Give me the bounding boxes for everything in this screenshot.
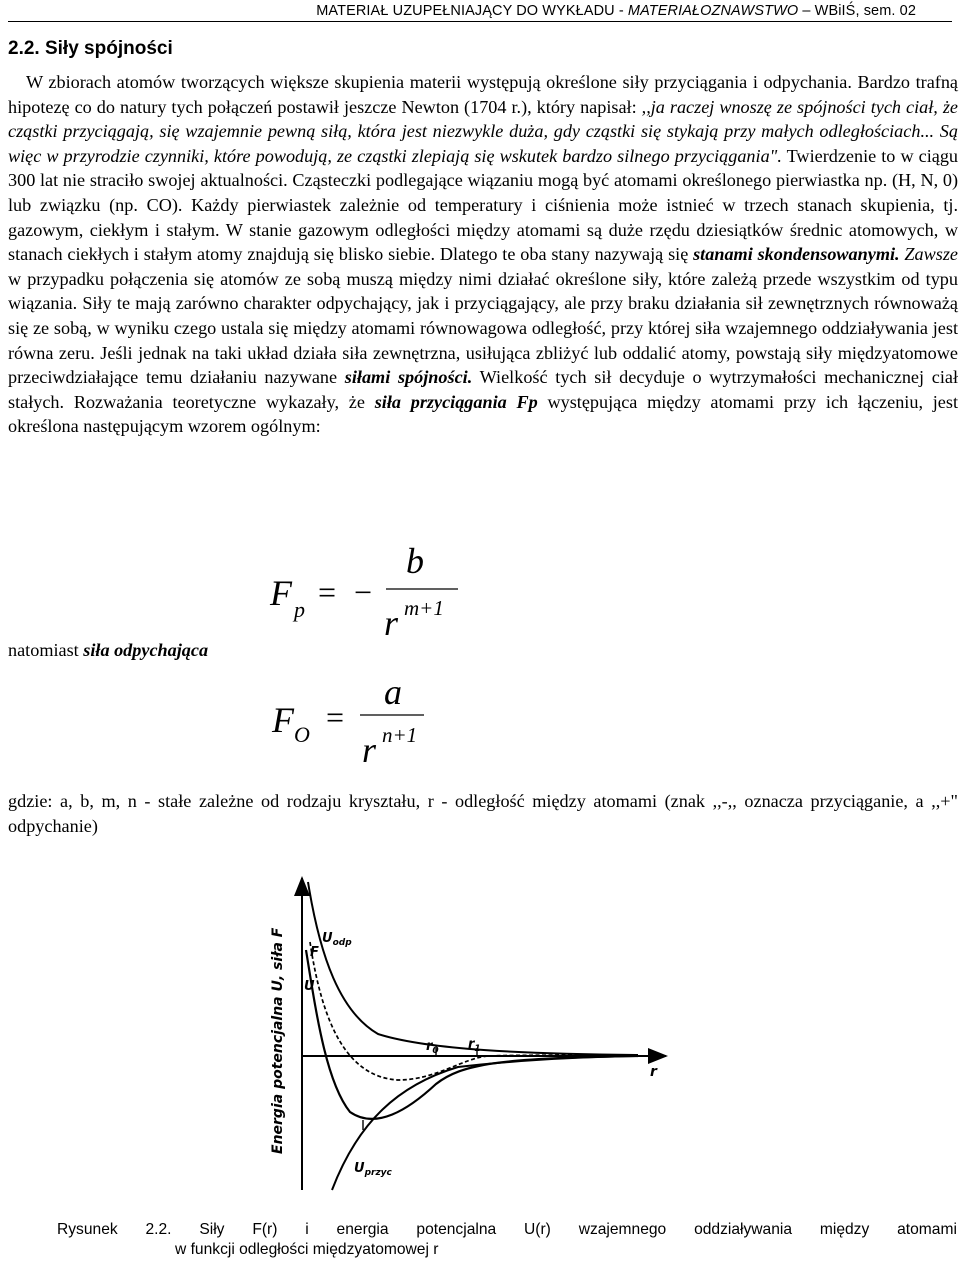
paragraph-body <box>8 70 958 439</box>
equation-repulsion <box>272 670 452 770</box>
term-repulsion-force: siła odpychająca <box>83 640 209 660</box>
word-zawsze: Zawsze <box>904 244 958 265</box>
figure-energy-force <box>258 872 678 1217</box>
label-u-repulsion: $U_{odp}$ <box>322 931 352 948</box>
label-force: F <box>310 945 319 960</box>
section-title: 2.2. Siły spójności <box>8 38 173 59</box>
header-suffix: – WBiIŚ, sem. 02 <box>798 3 916 19</box>
equation-attraction-svg <box>270 541 470 643</box>
label-r1: $r_1$ <box>468 1037 481 1054</box>
paragraph-text-2: Twierdzenie to w ciągu 300 lat nie straciło swojej aktualności. Cząsteczki podlegające wiązaniu mogą być atomami określonego pierwiastka np. (H, N, 0) lub związku (np. CO). Każdy pierwiastek zależnie od temperatury i ciśnienia może istnieć w trzech stanach skupienia, tj. gazowym, ciekłym i stałym. W stanie gazowym odległości między atomami są duże rzędu dziesiątków średnic atomowych, w stanach ciekłych i stałym atomy znajdują się blisko siebie. Dlatego te oba stany nazywają się <box>8 145 959 265</box>
variables-explanation: gdzie: a, b, m, n - stałe zależne od rodzaju kryształu, r - odległość między atomami (znak ,,-,, oznacza przyciąganie, a ,,+" odpychanie) <box>8 791 958 836</box>
caption-word: U(r) <box>524 1221 551 1238</box>
term-condensed-states: stanami skondensowanymi. <box>693 244 900 265</box>
curve-force <box>310 942 638 1080</box>
y-axis-label: Energia potencjalna U, siła F <box>270 927 286 1154</box>
header-rule <box>8 21 952 22</box>
paragraph-text-4: w przypadku połączenia się atomów ze sobą muszą między nimi działać określone siły, które zależą przede wszystkim od typu wiązania. Siły te mają zarówno charakter odpychający, jak i przyciągający, ale przy braku działania sił zewnętrznych równoważą się ze sobą, w wyniku czego ustala się między atomami równowagowa odległość, przy której siła wzajemnego oddziaływania jest równa zeru. Jeśli jednak na taki układ działa siła zewnętrzna, usiłująca zbliżyć lub oddalić atomy, powstają siły międzyatomowe przeciwdziałające temu działaniu nazywane <box>8 268 958 388</box>
caption-line-1 <box>57 1220 957 1240</box>
eq1-F: F <box>270 573 292 613</box>
eq2-F: F <box>272 700 294 740</box>
caption-word: wzajemnego <box>578 1221 667 1238</box>
caption-word: atomami <box>897 1221 957 1238</box>
caption-word: i <box>305 1221 309 1238</box>
running-header <box>316 3 916 19</box>
eq1-minus: − <box>354 574 373 610</box>
caption-word: Rysunek <box>57 1221 118 1238</box>
x-axis-label: r <box>650 1064 657 1080</box>
eq1-equals: = <box>318 574 337 610</box>
figure-svg <box>258 872 678 1217</box>
caption-word: między <box>819 1221 870 1238</box>
term-cohesion-forces: siłami spójności. <box>344 367 473 388</box>
label-r0: $r_0$ <box>426 1039 439 1056</box>
eq1-sub: p <box>294 597 305 622</box>
caption-word: potencjalna <box>416 1221 497 1238</box>
curve-u-total <box>306 950 638 1119</box>
caption-word: energia <box>336 1221 389 1238</box>
label-u-attraction: $U_{przyc}$ <box>354 1161 392 1178</box>
repulsion-label <box>8 640 208 661</box>
main-paragraph <box>8 70 958 439</box>
eq2-denominator: r <box>362 730 377 770</box>
caption-word: F(r) <box>252 1221 278 1238</box>
term-attraction-force: siła przyciągania Fp <box>374 391 538 412</box>
eq2-sub: O <box>294 722 310 747</box>
paragraph-text-1: W zbiorach atomów tworzących większe skupienia materii występują określone siły przyciągania i odpychania. Bardzo trafną hipotezę co do natury tych połączeń postawił jeszcze Newton (1704 r.), który napisał: <box>8 72 958 117</box>
paragraph-text-5: Wielkość tych sił decyduje o wytrzymałości mechanicznej ciał stałych. Rozważania teoretyczne wykazały, że <box>8 367 959 412</box>
eq2-numerator: a <box>384 672 402 712</box>
eq1-denominator: r <box>384 603 399 643</box>
label-u-total: U <box>304 979 315 994</box>
paragraph-text-6: występująca między atomami przy ich łączeniu, jest określona następującym wzorem ogólnym: <box>8 391 959 437</box>
eq1-numerator: b <box>406 541 424 581</box>
caption-word: Siły <box>199 1221 225 1238</box>
equation-attraction <box>270 541 470 645</box>
eq2-exponent: n+1 <box>382 723 418 747</box>
curve-u-repulsion <box>308 882 638 1055</box>
eq2-equals: = <box>326 699 345 735</box>
caption-word: 2.2. <box>145 1221 172 1238</box>
caption-word: oddziaływania <box>694 1221 793 1238</box>
eq1-exponent: m+1 <box>404 596 444 620</box>
header-course: MATERIAŁOZNAWSTWO <box>627 3 799 19</box>
figure-caption <box>57 1220 957 1259</box>
caption-line-2: w funkcji odległości międzyatomowej r <box>175 1240 439 1258</box>
header-prefix: MATERIAŁ UZUPEŁNIAJĄCY DO WYKŁADU - <box>316 3 628 19</box>
repulsion-prefix: natomiast <box>8 640 84 660</box>
newton-quote: ,,ja raczej wnoszę ze spójności tych ciał, że cząstki przyciągają, się wzajemnie pewną siłą, która jest niezwykle duża, gdy cząstki się stykają przy małych odległościach... Są więc w przyrodzie czynniki, które powodują, ze cząstki zlepiają się wskutek bardzo silnego przyciągania". <box>8 96 958 166</box>
equation-repulsion-svg <box>272 670 452 770</box>
